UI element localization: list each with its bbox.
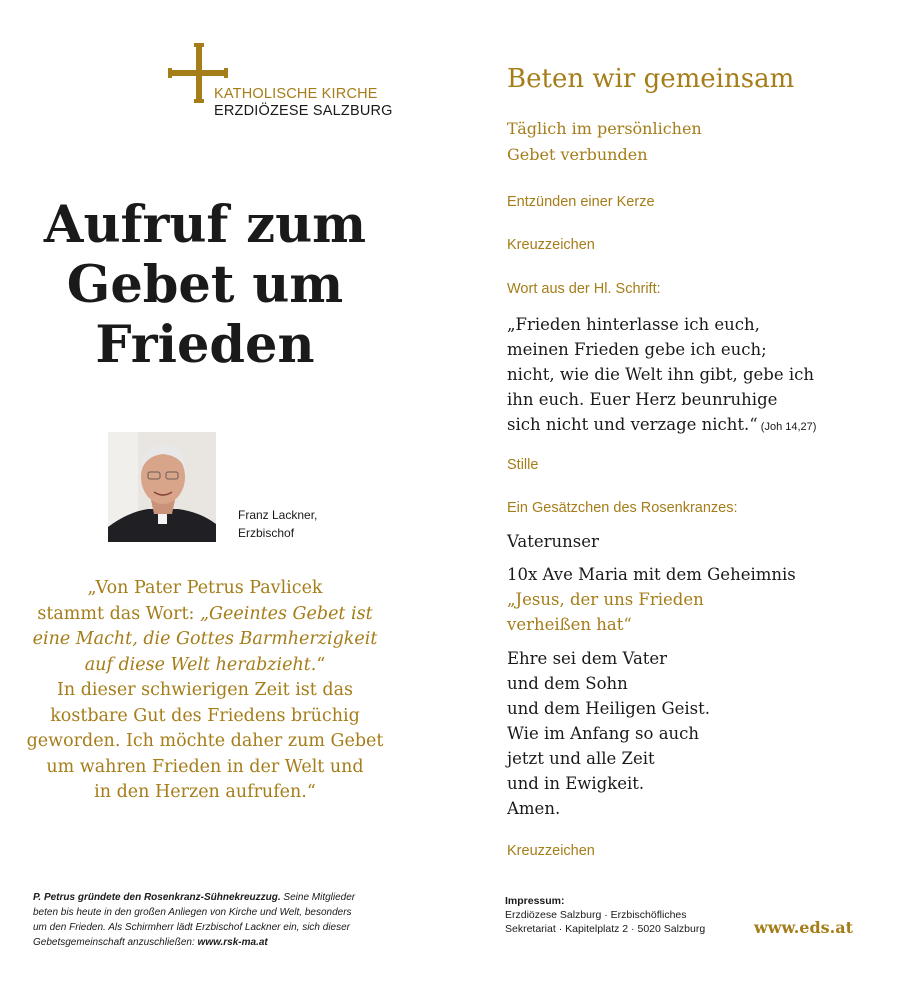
step-sign-of-cross-end: Kreuzzeichen xyxy=(507,843,595,859)
step-rosary: Ein Gesätzchen des Rosenkranzes: xyxy=(507,500,738,516)
logo-diocese-name: ERZDIÖZESE SALZBURG xyxy=(214,103,393,119)
quote-line: In dieser schwierigen Zeit ist das xyxy=(56,680,353,700)
page-title xyxy=(20,195,390,375)
rsk-link[interactable]: www.rsk-ma.at xyxy=(197,937,268,948)
logo-text xyxy=(214,86,393,120)
website-link[interactable]: www.eds.at xyxy=(754,918,853,937)
prayer-gloria: Ehre sei dem Vater und dem Sohn und dem Heiligen Geist. Wie im Anfang so auch jetzt und alle Zeit und in Ewigkeit. Amen. xyxy=(507,649,711,818)
scripture-text: „Frieden hinterlasse ich euch, meinen Frieden gebe ich euch; nicht, wie die Welt ihn gibt, gebe ich ihn euch. Euer Herz beunruhige sich nicht und verzage nicht.“ (Joh 14,27) xyxy=(507,315,817,434)
step-sign-of-cross: Kreuzzeichen xyxy=(507,237,595,253)
quote-line: „Von Pater Petrus Pavlicek xyxy=(87,578,323,598)
impressum: Impressum: Erzdiözese Salzburg · Erzbischöfliches Sekretariat · Kapitelplatz 2 · 5020 Salzburg xyxy=(505,895,706,935)
prayer-subtitle: Täglich im persönlichen Gebet verbunden xyxy=(507,119,702,164)
rosary-mystery: „Jesus, der uns Frieden verheißen hat“ xyxy=(507,590,704,634)
step-candle: Entzünden einer Kerze xyxy=(507,194,655,210)
prayer-vaterunser: Vaterunser xyxy=(507,532,599,551)
footnote: P. Petrus gründete den Rosenkranz-Sühnekreuzzug. Seine Mitglieder beten bis heute in den großen Anliegen von Kirche und Welt, besonders um den Frieden. Als Schirmherr lädt Erzbischof Lackner ein, sich dieser Gebetsgemeinschaft anzuschließen: www.rsk-ma.at xyxy=(33,892,356,948)
prayer-avemaria: 10x Ave Maria mit dem Geheimnis xyxy=(507,565,796,584)
quote-line: in den Herzen aufrufen.“ xyxy=(94,782,316,802)
portrait-role: Erzbischof xyxy=(238,526,295,540)
quote-line: um wahren Frieden in der Welt und xyxy=(46,756,364,777)
step-scripture: Wort aus der Hl. Schrift: xyxy=(507,281,661,297)
quote-line: auf diese Welt herabzieht.“ xyxy=(84,654,326,675)
quote-line: geworden. Ich möchte daher zum Gebet xyxy=(26,731,384,751)
scripture-reference: (Joh 14,27) xyxy=(757,421,817,433)
title-line-2: Gebet um xyxy=(66,255,344,315)
quote-line: stammt das Wort: „Geeintes Gebet ist xyxy=(37,603,373,624)
prayer-title: Beten wir gemeinsam xyxy=(507,64,795,94)
logo-org-name: KATHOLISCHE KIRCHE xyxy=(214,86,378,102)
quote-block xyxy=(20,576,390,806)
step-silence: Stille xyxy=(507,457,539,473)
title-line-1: Aufruf zum xyxy=(43,195,367,255)
portrait-name: Franz Lackner, xyxy=(238,508,318,522)
quote-line: eine Macht, die Gottes Barmherzigkeit xyxy=(32,629,378,649)
portrait-caption xyxy=(238,506,317,542)
portrait-photo xyxy=(108,432,216,542)
title-line-3: Frieden xyxy=(95,315,315,375)
quote-line: kostbare Gut des Friedens brüchig xyxy=(50,705,360,726)
